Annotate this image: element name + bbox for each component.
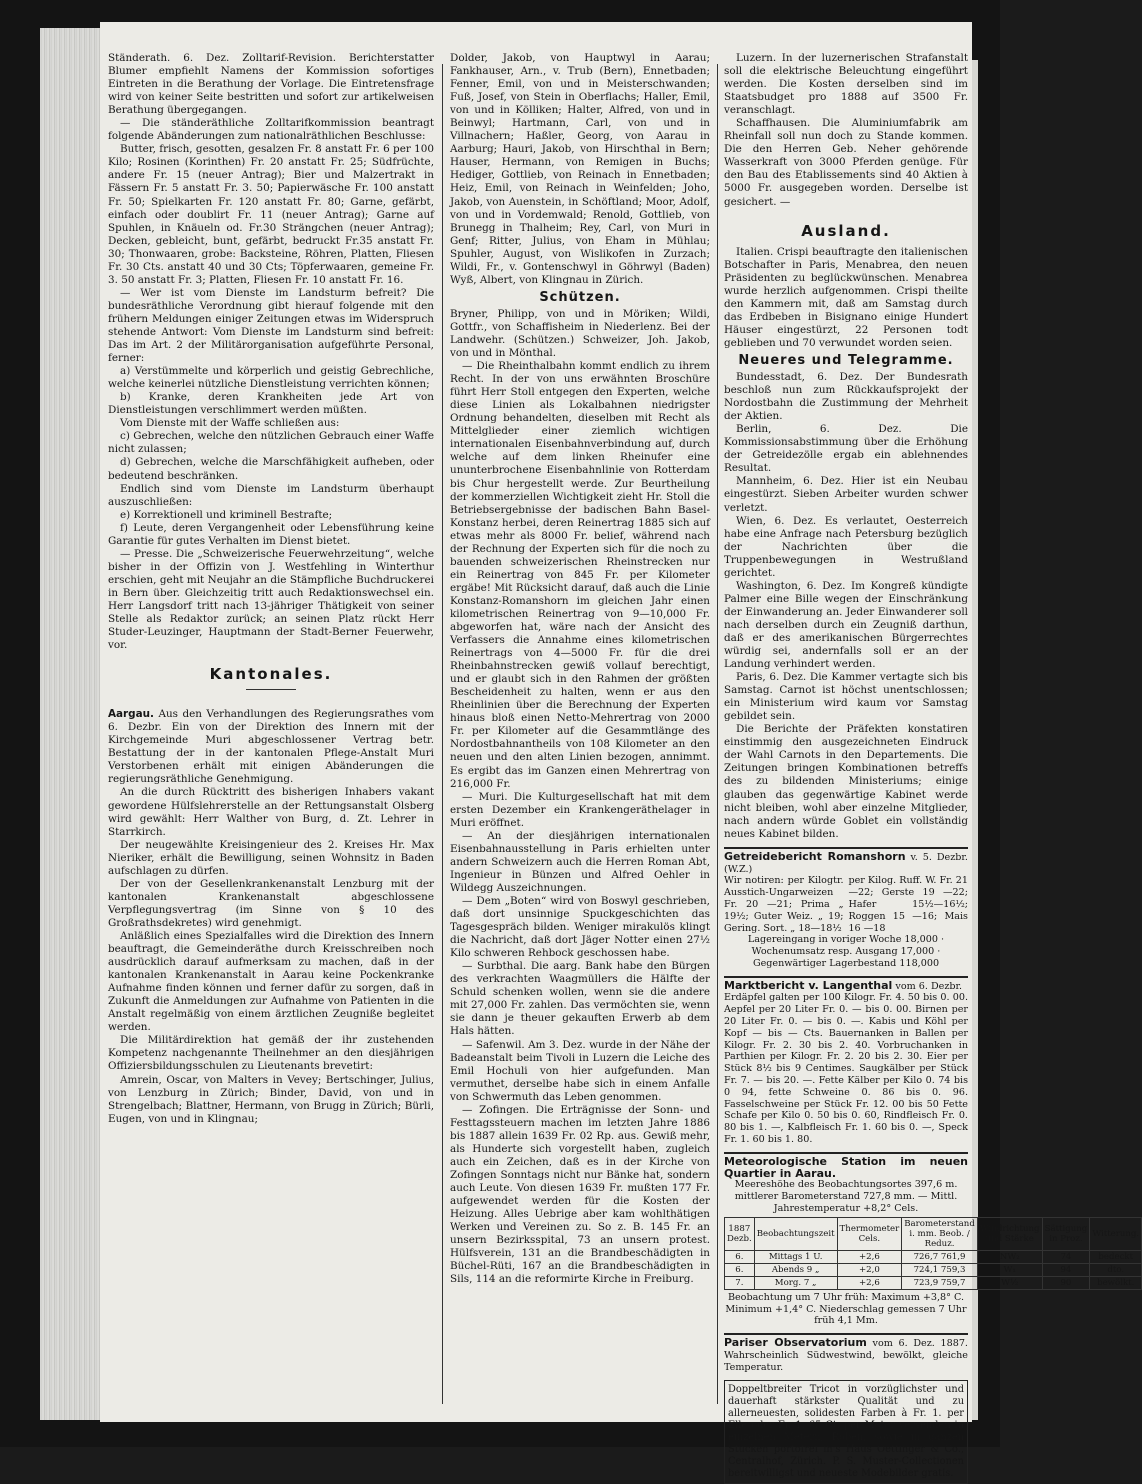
article-zolltarif: Ständerath. 6. Dez. Zolltarif-Revision. Berichterstatter Blumer empfiehlt Namens der Kommission sofortiges Eintreten in die Berathung der Vorlage. Die Eintretensfrage wird von keiner Seite bestritten und sofort zur artikelweisen Berathung übergegangen. bbox=[108, 52, 434, 117]
marktbericht-date: vom 6. Dezbr. bbox=[895, 980, 963, 992]
table-row bbox=[725, 1250, 1142, 1263]
pariser-observatorium-text: vom 6. Dez. 1887. Wahrscheinlich Südwestwind, bewölkt, gleiche Temperatur. bbox=[724, 1338, 968, 1373]
table-cell: Mittags 1 U. bbox=[754, 1250, 837, 1263]
article-eisenbahnausstellung: — An der diesjährigen internationalen Eisenbahnausstellung in Paris erhielten unter andern Schweizern auch die Herren Roman Abt, Ingenieur in Bünzen und Alfred Oehler in Wildegg Auszeichnungen. bbox=[450, 829, 710, 894]
list-item: e) Korrektionell und kriminell Bestrafte; bbox=[120, 508, 333, 521]
pariser-observatorium-title: Pariser Observatorium bbox=[724, 1336, 867, 1350]
marktbericht-title: Marktbericht v. Langenthal bbox=[724, 978, 893, 992]
table-cell: 723,9 759,7 bbox=[902, 1276, 978, 1289]
table-cell: +2,6 bbox=[837, 1276, 902, 1289]
meteo-subtitle: Meereshöhe des Beobachtungsortes 397,6 m. mittlerer Barometerstand 727,8 mm. — Mittl. Jahrestemperatur +8,2° Cels. bbox=[734, 1179, 958, 1215]
article-presse: — Presse. Die „Schweizerische Feuerwehrzeitung“, welche bisher in der Offizin von J. Westfehling in Winterthur erschien, geht mit Neujahr an die Stämpfliche Buchdruckerei in Bern über. Gleichzeitig tritt auch Redaktionswechsel ein. Herr Langsdorf tritt nach 13-jähriger Thätigkeit von seiner Stelle als Redaktor zurück; an seinen Platz rückt Herr Studer-Leuzinger, Hauptmann der Stadt-Berner Feuerwehr, vor. bbox=[108, 547, 434, 652]
article-paragraph: Die Militärdirektion hat gemäß der ihr zustehenden Kompetenz nachgenannte Theilnehmer an den diesjährigen Offiziersbildungsschulen zu Lieutenants brevetirt: bbox=[108, 1034, 434, 1073]
article-schaffhausen: Schaffhausen. Die Aluminiumfabrik am Rheinfall soll nun doch zu Stande kommen. Die den Herren Geb. Neher gehörende Wasserkraft von 3000 Pferden genüge. Für den Bau des Etablissements sind 40 Aktien à 5000 Fr. ausgegeben worden. Derselbe ist gesichert. — bbox=[724, 117, 968, 208]
subheading-schuetzen: Schützen. bbox=[539, 289, 621, 305]
table-row bbox=[725, 1263, 1142, 1276]
table-header: Windrichtung und Stärke bbox=[977, 1217, 1042, 1250]
telegram: Washington, 6. Dez. Im Kongreß kündigte Palmer eine Bille wegen der Einschränkung der Einwanderung an. Jeder Einwanderer soll nach derselben durch ein Zeugniß darthun, daß er des amerikanischen Bürgerrechtes würdig sei, andernfalls soll er an der Landung verhindert werden. bbox=[724, 579, 968, 671]
name-list: Amrein, Oscar, von Malters in Vevey; Bertschinger, Julius, von Lenzburg in Zürich; Binder, David, von und in Strengelbach; Blattner, Hermann, von Brugg in Zürich; Bürli, Eugen, von und in Klingnau; bbox=[108, 1073, 434, 1125]
article-safenwil: — Safenwil. Am 3. Dez. wurde in der Nähe der Badeanstalt beim Tivoli in Luzern die Leiche des Emil Hochuli von hier aufgefunden. Man vermuthet, derselbe habe sich in einem Anfalle von Schwermuth das Leben genommen. bbox=[450, 1038, 710, 1103]
article-paragraph: Endlich sind vom Dienste im Landsturm überhaupt auszuschließen: bbox=[108, 482, 434, 508]
getreidebericht-title: Getreidebericht Romanshorn bbox=[724, 849, 906, 863]
advertisement-tricot: Doppeltbreiter Tricot in vorzüglichster und dauerhaft stärkster Qualität und zu allerneuesten, solidesten Farben à Fr. 1. per Elle oder Fr. 1. 65 Ct. per Meter versenden in einzelnen Metern, Roben, sowie in ganzen Stücken portofrei in's Haus Oettinger & Co., Centralhof, Zürich. P. S. Muster-Collectionen bereitwilligst und neueste Modebilder gratis. bbox=[724, 1380, 968, 1484]
getreide-left-list: Wir notiren: per Kilogtr. Ausstich-Ungarweizen Fr. 20 —21; Prima „ 19½; Guter Weiz. „ 19; Gering. Sort. „ 18—18½ bbox=[724, 875, 844, 934]
telegram: Wien, 6. Dez. Es verlautet, Oesterreich habe eine Anfrage nach Petersburg bezüglich der Nachrichten über die Truppenbewegungen in Westrußland gerichtet. bbox=[724, 514, 968, 579]
list-item: b) Kranke, deren Krankheiten jede Art von Dienstleistungen verschlimmert werden müßten. bbox=[108, 391, 434, 417]
list-item: c) Gebrechen, welche den nützlichen Gebrauch einer Waffe nicht zulassen; bbox=[108, 430, 434, 456]
telegram: Paris, 6. Dez. Die Kammer vertagte sich bis Samstag. Carnot ist höchst unentschlossen; ein Ministerium wird kaum vor Samstag gebildet sein. bbox=[724, 671, 968, 723]
table-header: Beobachtungszeit bbox=[754, 1217, 837, 1250]
table-cell: 74 bbox=[1042, 1250, 1090, 1263]
article-lead-aargau: Aargau. bbox=[108, 708, 154, 721]
table-cell: Morg. 7 „ bbox=[754, 1276, 837, 1289]
table-cell: bedeckt bbox=[1090, 1250, 1142, 1263]
article-paragraph: Der neugewählte Kreisingenieur des 2. Kreises Hr. Max Nieriker, erhält die Bewilligung, seinen Wohnsitz in Baden aufschlagen zu dürfen. bbox=[108, 838, 434, 877]
table-header: Sättigung in Proz. bbox=[1042, 1217, 1090, 1250]
getreidebericht-date: v. 5. Dezbr. (W.Z.) bbox=[724, 851, 968, 875]
telegram: Bundesstadt, 6. Dez. Der Bundesrath beschloß nun zum Rückkaufsprojekt der Nordostbahn die Zustimmung der Mehrheit der Aktien. bbox=[724, 371, 968, 423]
table-cell: 6. bbox=[725, 1250, 755, 1263]
table-header: Barometerstand i. mm. Beob. / Reduz. bbox=[902, 1217, 978, 1250]
article-tariff-list: Butter, frisch, gesotten, gesalzen Fr. 8 anstatt Fr. 6 per 100 Kilo; Rosinen (Korinthen) Fr. 20 anstatt Fr. 25; Südfrüchte, andere Fr. 15 (neuer Antrag); Bier und Malzertrakt in Fässern Fr. 5 anstatt Fr. 3. 50; Papierwäsche Fr. 100 anstatt Fr. 50; Spielkarten Fr. 120 anstatt Fr. 80; Garne, gefärbt, einfach oder doublirt Fr. 11 (neuer Antrag); Garne auf Spuhlen, in Knäueln od. Fr.30 Strängchen (neuer Antrag); Decken, gebleicht, bunt, gefärbt, bedruckt Fr.35 anstatt Fr. 30; Thonwaaren, grobe: Backsteine, Röhren, Platten, Fliesen Fr. 30 Cts. anstatt 40 und 30 Cts; Töpferwaaren, gemeine Fr. 3. 50 anstatt Fr. 3; Platten, Fliesen Fr. 10 anstatt Fr. 16. bbox=[108, 143, 434, 286]
table-cell: Abends 9 „ bbox=[754, 1263, 837, 1276]
list-item: d) Gebrechen, welche die Marschfähigkeit aufheben, oder bedeutend beschränken. bbox=[108, 456, 434, 482]
table-header-row bbox=[725, 1217, 1142, 1250]
article-zolltarif-commission: — Die ständeräthliche Zolltarifkommission beantragt folgende Abänderungen zum nationalräthlichen Beschlusse: bbox=[108, 117, 434, 143]
table-cell: +2,0 bbox=[837, 1263, 902, 1276]
telegram: Mannheim, 6. Dez. Hier ist ein Neubau eingestürzt. Sieben Arbeiter wurden schwer verletzt. bbox=[724, 475, 968, 514]
table-cell: W₁ bbox=[977, 1263, 1042, 1276]
list-item: f) Leute, deren Vergangenheit oder Lebensführung keine Garantie für gutes Verhalten im Dienst bietet. bbox=[108, 521, 434, 547]
article-luzern: Luzern. In der luzernerischen Strafanstalt soll die elektrische Beleuchtung eingeführt werden. Die Kosten derselben sind im Staatsbudget pro 1888 auf 3500 Fr. veranschlagt. bbox=[724, 52, 968, 117]
telegram: Die Berichte der Präfekten konstatiren einstimmig den ausgezeichneten Eindruck der Wahl Carnots in den Departements. Die Zeitungen bringen Kombinationen betreffs des zu bildenden Ministeriums; einige glauben das gegenwärtige Kabinet werde nicht bleiben, wohl aber einzelne Mitglieder, nach andern würde Goblet ein vollständig neues Kabinet bilden. bbox=[724, 723, 968, 840]
table-cell: 6. bbox=[725, 1263, 755, 1276]
column-rule bbox=[717, 64, 718, 1404]
column-3 bbox=[724, 52, 1140, 1479]
table-cell: 94 bbox=[1042, 1263, 1090, 1276]
table-cell: +2,6 bbox=[837, 1250, 902, 1263]
meteo-footer: Beobachtung um 7 Uhr früh: Maximum +3,8° C. Minimum +1,4° C. Niederschlag gemessen 7 Uhr früh 4,1 Mm. bbox=[725, 1291, 967, 1327]
pariser-observatorium-box bbox=[724, 1333, 968, 1373]
table-cell: 726,7 761,9 bbox=[902, 1250, 978, 1263]
table-cell: bewölkt. bbox=[1090, 1276, 1142, 1289]
getreide-right-list: per Kilog. Ruff. W. Fr. 21 —22; Gerste 19 —22; Hafer 15½—16½; Roggen 15 —16; Mais 16 —18 bbox=[848, 875, 968, 934]
section-heading-kantonales: Kantonales. bbox=[209, 665, 333, 684]
table-row bbox=[725, 1276, 1142, 1289]
column-rule bbox=[442, 64, 443, 1404]
table-cell: 7. bbox=[725, 1276, 755, 1289]
article-paragraph: An die durch Rücktritt des bisherigen Inhabers vakant gewordene Hülfslehrerstelle an der Rettungsanstalt Olsberg wird gewählt: Herr Walther von Burg, d. Zt. Lehrer in Starrkirch. bbox=[108, 786, 434, 838]
table-cell: dto. bbox=[1090, 1263, 1142, 1276]
lager-stats: Lagereingang in voriger Woche 18,000 · Wochenumsatz resp. Ausgang 17,000 · Gegenwärtiger Lagerbestand 118,000 bbox=[747, 934, 945, 969]
article-rheinthalbahn: — Die Rheinthalbahn kommt endlich zu ihrem Recht. In der von uns erwähnten Broschüre führt Herr Stoll entgegen den Experten, welche diese Linien als Lokalbahnen niedrigster Ordnung behandelten, dieselben mit Recht als Mittelglieder einer ziemlich wichtigen internationalen Eisenbahnverbindung auf, durch welche auf dem linken Rheinufer eine ununterbrochene Eisenbahnlinie von Rotterdam bis Chur hergestellt werde. Zur Beurtheilung der kommerziellen Wichtigkeit zieht Hr. Stoll die Betriebsergebnisse der badischen Bahn Basel-Konstanz herbei, deren Reinertrag 1885 sich auf etwas mehr als 8000 Fr. belief, während nach der Rechnung der Experten sich für die noch zu bauenden schweizerischen Rheinstrecken nur ein Reinertrag von 845 Fr. per Kilometer ergäbe! Mit Rücksicht darauf, daß auch die Linie Konstanz-Romanshorn im gleichen Jahr einen kilometrischen Reinertrag von 9—10,000 Fr. abgeworfen hat, wäre nach der Ansicht des Verfassers die Annahme eines kilometrischen Reinertrags von 4—5000 Fr. für die drei Rheinbahnstrecken gewiß vollauf berechtigt, und er glaubt sich in den Rahmen der größten Bescheidenheit zu halten, wenn er aus den Rheinlinien über die Berechnung der Experten hinaus bloß einen Netto-Mehrertrag von 2000 Fr. per Kilometer auf die Gesammtlänge des Nordostbahnantheils von 108 Kilometer an den neuen und den alten Linien bezogen, annimmt. Es ergibt das im Ganzen einen Mehrertrag von 216,000 Fr. bbox=[450, 360, 710, 790]
column-2 bbox=[450, 52, 710, 1412]
list-item: a) Verstümmelte und körperlich und geistig Gebrechliche, welche keinerlei nützliche Dienstleistung verrichten können; bbox=[108, 365, 434, 391]
article-paragraph: Der von der Gesellenkrankenanstalt Lenzburg mit der kantonalen Krankenanstalt abgeschlossene Verpflegungsvertrag (im Sinne von § 10 des Großrathsdekretes) wird genehmigt. bbox=[108, 877, 434, 929]
divider bbox=[246, 689, 296, 690]
newspaper-page bbox=[100, 22, 1140, 1479]
table-cell: 90 bbox=[1042, 1276, 1090, 1289]
meteo-table bbox=[724, 1217, 1142, 1290]
article-zofingen: — Zofingen. Die Erträgnisse der Sonn- und Festtagssteuern machen im letzten Jahre 1886 bis 1887 allein 1639 Fr. 02 Rp. aus. Gewiß mehr, als Hunderte sich vorgestellt haben, zugleich auch ein Zeichen, daß es in der Kirche von Zofingen Sonntags nicht nur Bänke hat, sondern auch Leute. Von diesen 1639 Fr. mußten 177 Fr. aufgewendet werden für die Kosten der Heizung. Alles Uebrige aber kam wohlthätigen Werken und Vereinen zu. So z. B. 145 Fr. an unsern Bezirksspital, 73 an unsern protest. Hülfsverein, 131 an die Brandbeschädigten in Büchel-Rüti, 167 an die Brandbeschädigten in Sils, 114 an die reformirte Kirche in Freiburg. bbox=[450, 1103, 710, 1286]
telegram: Berlin, 6. Dez. Die Kommissionsabstimmung über die Erhöhung der Getreidezölle ergab ein ablehnendes Resultat. bbox=[724, 423, 968, 475]
marktbericht-text: Erdäpfel galten per 100 Kilogr. Fr. 4. 50 bis 0. 00. Aepfel per 20 Liter Fr. 0. — bis 0. 00. Birnen per 20 Liter Fr. 0. — bis 0. —. Kabis und Köhl per Kopf — bis — Cts. Bauernanken in Ballen per Kilogr. Fr. 2. 30 bis 2. 40. Vorbruchanken in Parthien per Kilogr. Fr. 2. 20 bis 2. 30. Eier per Stück 8½ bis 9 Centimes. Saugkälber per Stück Fr. 7. — bis 20. —. Fette Kälber per Kilo 0. 74 bis 0 94, fette Schweine 0. 86 bis 0. 96. Fasselschweine per Stück Fr. 12. 00 bis 50 Fette Schafe per Kilo 0. 50 bis 0. 60, Rindfleisch Fr. 0. 80 bis 1. —, Kalbfleisch Fr. 1. 60 bis 0. —, Speck Fr. 1. 60 bis 1. 80. bbox=[724, 992, 968, 1146]
name-list: Dolder, Jakob, von Hauptwyl in Aarau; Fankhauser, Arn., v. Trub (Bern), Ennetbaden; Fenner, Emil, von und in Meisterschwanden; Fuß, Josef, von Stein in Oberflachs; Haller, Emil, von und in Kölliken; Halter, Alfred, von und in Beinwyl; Hartmann, Carl, von und in Villnachern; Haßler, Georg, von Aarau in Aarburg; Hauri, Jakob, von Hirschthal in Bern; Hauser, Hermann, von Remigen in Buchs; Hediger, Gottlieb, von Reinach in Ennetbaden; Heiz, Emil, von Reinach in Weinfelden; Joho, Jakob, von Auenstein, in Schöftland; Moor, Adolf, von und in Vordemwald; Renold, Gottlieb, von Brunegg in Thalheim; Rey, Carl, von Muri in Genf; Ritter, Julius, von Eham in Mühlau; Spuhler, August, von Wislikofen in Zurzach; Wildi, Fr., v. Gontenschwyl in Göhrwyl (Baden) Wyß, Albert, von Klingnau in Zürich. bbox=[450, 52, 710, 286]
section-heading-ausland: Ausland. bbox=[801, 221, 891, 240]
table-header: 1887 Dezb. bbox=[725, 1217, 755, 1250]
article-muri: — Muri. Die Kulturgesellschaft hat mit dem ersten Dezember ein Krankengeräthelager in Muri eröffnet. bbox=[450, 790, 710, 829]
article-surbthal: — Surbthal. Die aarg. Bank habe den Bürgen des verkrachten Waagmüllers die Hälfte der Schuld schenken wollen, wenn sie die andere mit 27,000 Fr. zahlen. Das vermöchten sie, wenn sie dann je theuer gekauften Erwerb ab dem Hals hätten. bbox=[450, 960, 710, 1038]
article-landsturm: — Wer ist vom Dienste im Landsturm befreit? Die bundesräthliche Verordnung gibt hierauf folgende mit den frühern Meldungen einiger Zeitungen etwas im Widerspruch stehende Antwort: Vom Dienste im Landsturm sind befreit: Das im Art. 2 der Militärorganisation aufgeführte Personal, ferner: bbox=[108, 286, 434, 365]
meteo-title: Meteorologische Station im neuen Quartier in Aarau. bbox=[724, 1154, 968, 1180]
article-paragraph: Anläßlich eines Spezialfalles wird die Direktion des Innern beauftragt, die Gemeinderäthe durch Kreisschreiben noch ausdrücklich darauf aufmerksam zu machen, daß in der kantonalen Krankenanstalt in Aarau keine Pockenkranke Aufnahme finden können und ferner dafür zu sorgen, daß in Zukunft die Anmeldungen zur Aufnahme von Patienten in die Anstalt regelmäßig von einem ärztlichen Zeugniße begleitet werden. bbox=[108, 930, 434, 1034]
table-cell: NW₂ bbox=[977, 1250, 1042, 1263]
meteo-box bbox=[724, 1152, 1140, 1327]
name-list: Bryner, Philipp, von und in Möriken; Wildi, Gottfr., von Schaffisheim in Niederlenz. Bei der Landwehr. (Schützen.) Schweizer, Joh. Jakob, von und in Mönthal. bbox=[450, 307, 710, 360]
table-header: Thermometer Cels. bbox=[837, 1217, 902, 1250]
marktbericht-box bbox=[724, 976, 968, 1146]
article-aargau: Aus den Verhandlungen des Regierungsrathes vom 6. Dezbr. Ein von der Direktion des Innern mit der Kirchgemeinde Muri abgeschlossener Vertrag betr. Bestattung der in der kantonalen Pflege-Anstalt Muri Verstorbenen erhält mit einigen Abänderungen die regierungsräthliche Genehmigung. bbox=[108, 708, 434, 786]
article-paragraph: Vom Dienste mit der Waffe schließen aus: bbox=[120, 417, 340, 430]
getreidebericht-box bbox=[724, 847, 968, 970]
table-cell: W½ bbox=[977, 1276, 1042, 1289]
table-cell: 724,1 759,3 bbox=[902, 1263, 978, 1276]
article-italien: Italien. Crispi beauftragte den italienischen Botschafter in Paris, Menabrea, den neuen Präsidenten zu beglückwünschen. Menabrea wurde herzlich aufgenommen. Crispi theilte den Kammern mit, daß am Samstag durch das Erdbeben in Bisignano einige Hundert Häuser eingestürzt, 22 Personen todt geblieben und 70 verwundet worden seien. bbox=[724, 245, 968, 349]
column-1 bbox=[108, 52, 434, 1412]
table-header: Witterung. bbox=[1090, 1217, 1142, 1250]
section-heading-telegramme: Neueres und Telegramme. bbox=[738, 352, 954, 368]
article-boswyl: — Dem „Boten“ wird von Boswyl geschrieben, daß dort unsinnige Spuckgeschichten das Tagesgespräch bilden. Weniger mirakulös klingt die Nachricht, daß dort Jäger Notter einen 27½ Kilo schweren Rehbock geschossen habe. bbox=[450, 895, 710, 960]
